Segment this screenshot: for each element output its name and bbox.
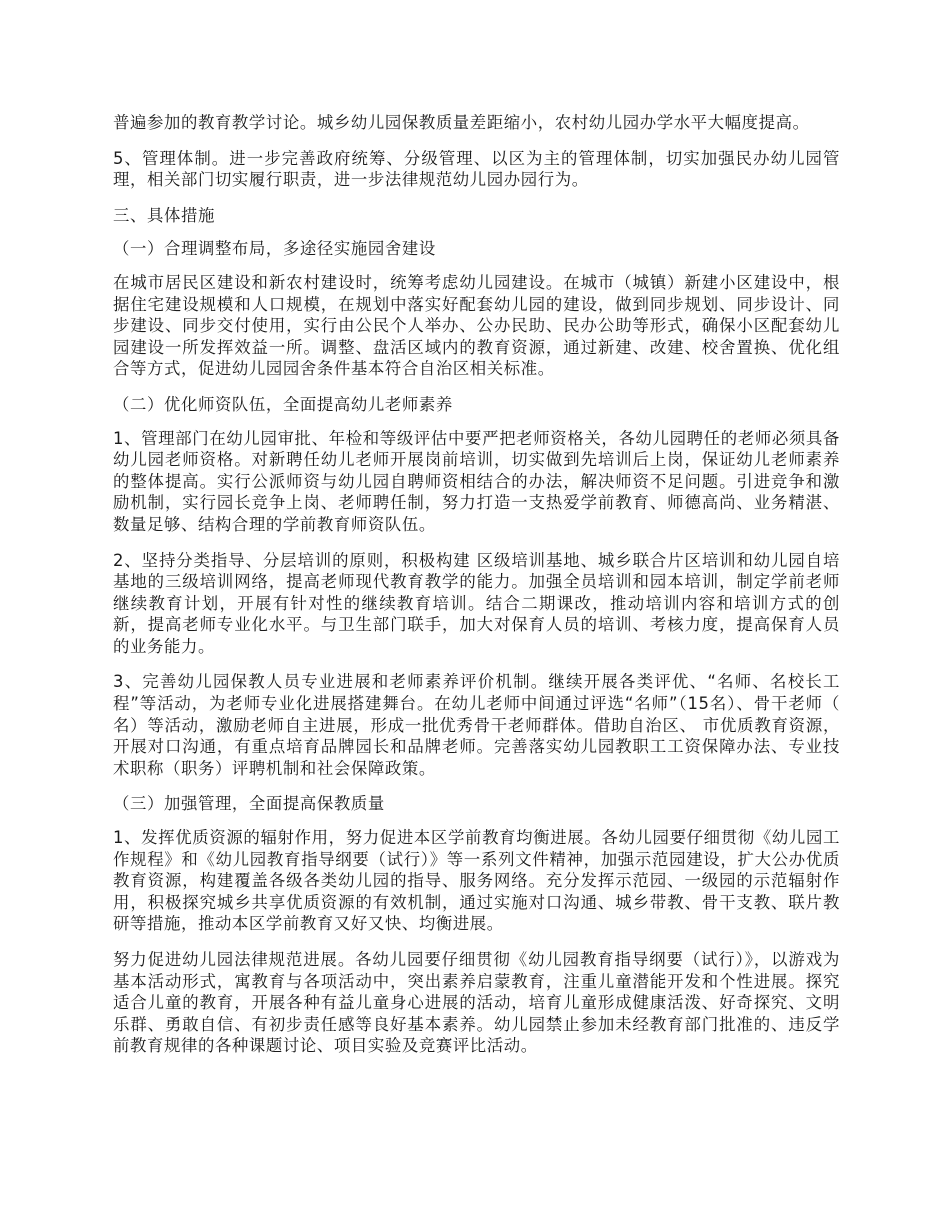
paragraph-teacher-training: 2、坚持分类指导、分层培训的原则，积极构建 区级培训基地、城乡联合片区培训和幼儿园自培基地的三级培训网络，提高老师现代教育教学的能力。加强全员培训和园本培训，制定学前老师继续教育计划，开展有针对性的继续教育培训。结合二期课改，推动培训内容和培训方式的创新，提高老师专业化水平。与卫生部门联手，加大对保育人员的培训、考核力度，提高保育人员的业务能力。	[113, 550, 840, 656]
section-heading-measures: 三、具体措施	[113, 205, 215, 225]
paragraph-teacher-qualification: 1、管理部门在幼儿园审批、年检和等级评估中要严把老师资格关，各幼儿园聘任的老师必须具备幼儿园老师资格。对新聘任幼儿老师开展岗前培训，切实做到先培训后上岗，保证幼儿老师素养的整体提高。实行公派师资与幼儿园自聘师资相结合的办法，解决师资不足问题。引进竞争和激励机制，实行园长竞争上岗、老师聘任制，努力打造一支热爱学前教育、师德高尚、业务精湛、数量足够、结构合理的学前教育师资队伍。	[113, 428, 840, 534]
paragraph-resource-radiation: 1、发挥优质资源的辐射作用，努力促进本区学前教育均衡进展。各幼儿园要仔细贯彻《幼儿园工作规程》和《幼儿园教育指导纲要（试行）》等一系列文件精神，加强示范园建设，扩大公办优质教育资源，构建覆盖各级各类幼儿园的指导、服务网络。充分发挥示范园、一级园的示范辐射作用，积极探究城乡共享优质资源的有效机制，通过实施对口沟通、城乡带教、骨干支教、联片教研等措施，推动本区学前教育又好又快、均衡进展。	[113, 828, 840, 934]
subsection-heading-teachers: （二）优化师资队伍，全面提高幼儿老师素养	[113, 394, 453, 414]
paragraph-kindergarten-construction: 在城市居民区建设和新农村建设时，统筹考虑幼儿园建设。在城市（城镇）新建小区建设中，根据住宅建设规模和人口规模，在规划中落实好配套幼儿园的建设，做到同步规划、同步设计、同步建设、同步交付使用，实行由公民个人举办、公办民助、民办公助等形式，确保小区配套幼儿园建设一所发挥效益一所。调整、盘活区域内的教育资源，通过新建、改建、校舍置换、优化组合等方式，促进幼儿园园舍条件基本符合自治区相关标准。	[113, 272, 840, 379]
paragraph-standardized-development: 努力促进幼儿园法律规范进展。各幼儿园要仔细贯彻《幼儿园教育指导纲要（试行）》，以游戏为基本活动形式，寓教育与各项活动中，突出素养启蒙教育，注重儿童潜能开发和个性进展。探究适合儿童的教育，开展各种有益儿童身心进展的活动，培育儿童形成健康活泼、好奇探究、文明乐群、勇敢自信、有初步责任感等良好基本素养。幼儿园禁止参加未经教育部门批准的、违反学前教育规律的各种课题讨论、项目实验及竞赛评比活动。	[113, 950, 840, 1056]
subsection-heading-layout: （一）合理调整布局，多途径实施园舍建设	[113, 239, 436, 259]
paragraph-quality-gap: 普遍参加的教育教学讨论。城乡幼儿园保教质量差距缩小，农村幼儿园办学水平大幅度提高。	[113, 113, 810, 132]
paragraph-teacher-evaluation: 3、完善幼儿园保教人员专业进展和老师素养评价机制。继续开展各类评优、“名师、名校长工程”等活动，为老师专业化进展搭建舞台。在幼儿老师中间通过评选“名师”（15名）、骨干老师（ 名）等活动，激励老师自主进展，形成一批优秀骨干老师群体。借助自治区、 市优质教育资源，开展对口沟通，有重点培育品牌园长和品牌老师。完善落实幼儿园教职工工资保障办法、专业技术职称（职务）评聘机制和社会保障政策。	[113, 672, 840, 778]
subsection-heading-quality: （三）加强管理，全面提高保教质量	[113, 794, 385, 814]
paragraph-management-system: 5、管理体制。进一步完善政府统筹、分级管理、以区为主的管理体制，切实加强民办幼儿园管理，相关部门切实履行职责，进一步法律规范幼儿园办园行为。	[113, 148, 840, 190]
document-page	[113, 112, 840, 1071]
